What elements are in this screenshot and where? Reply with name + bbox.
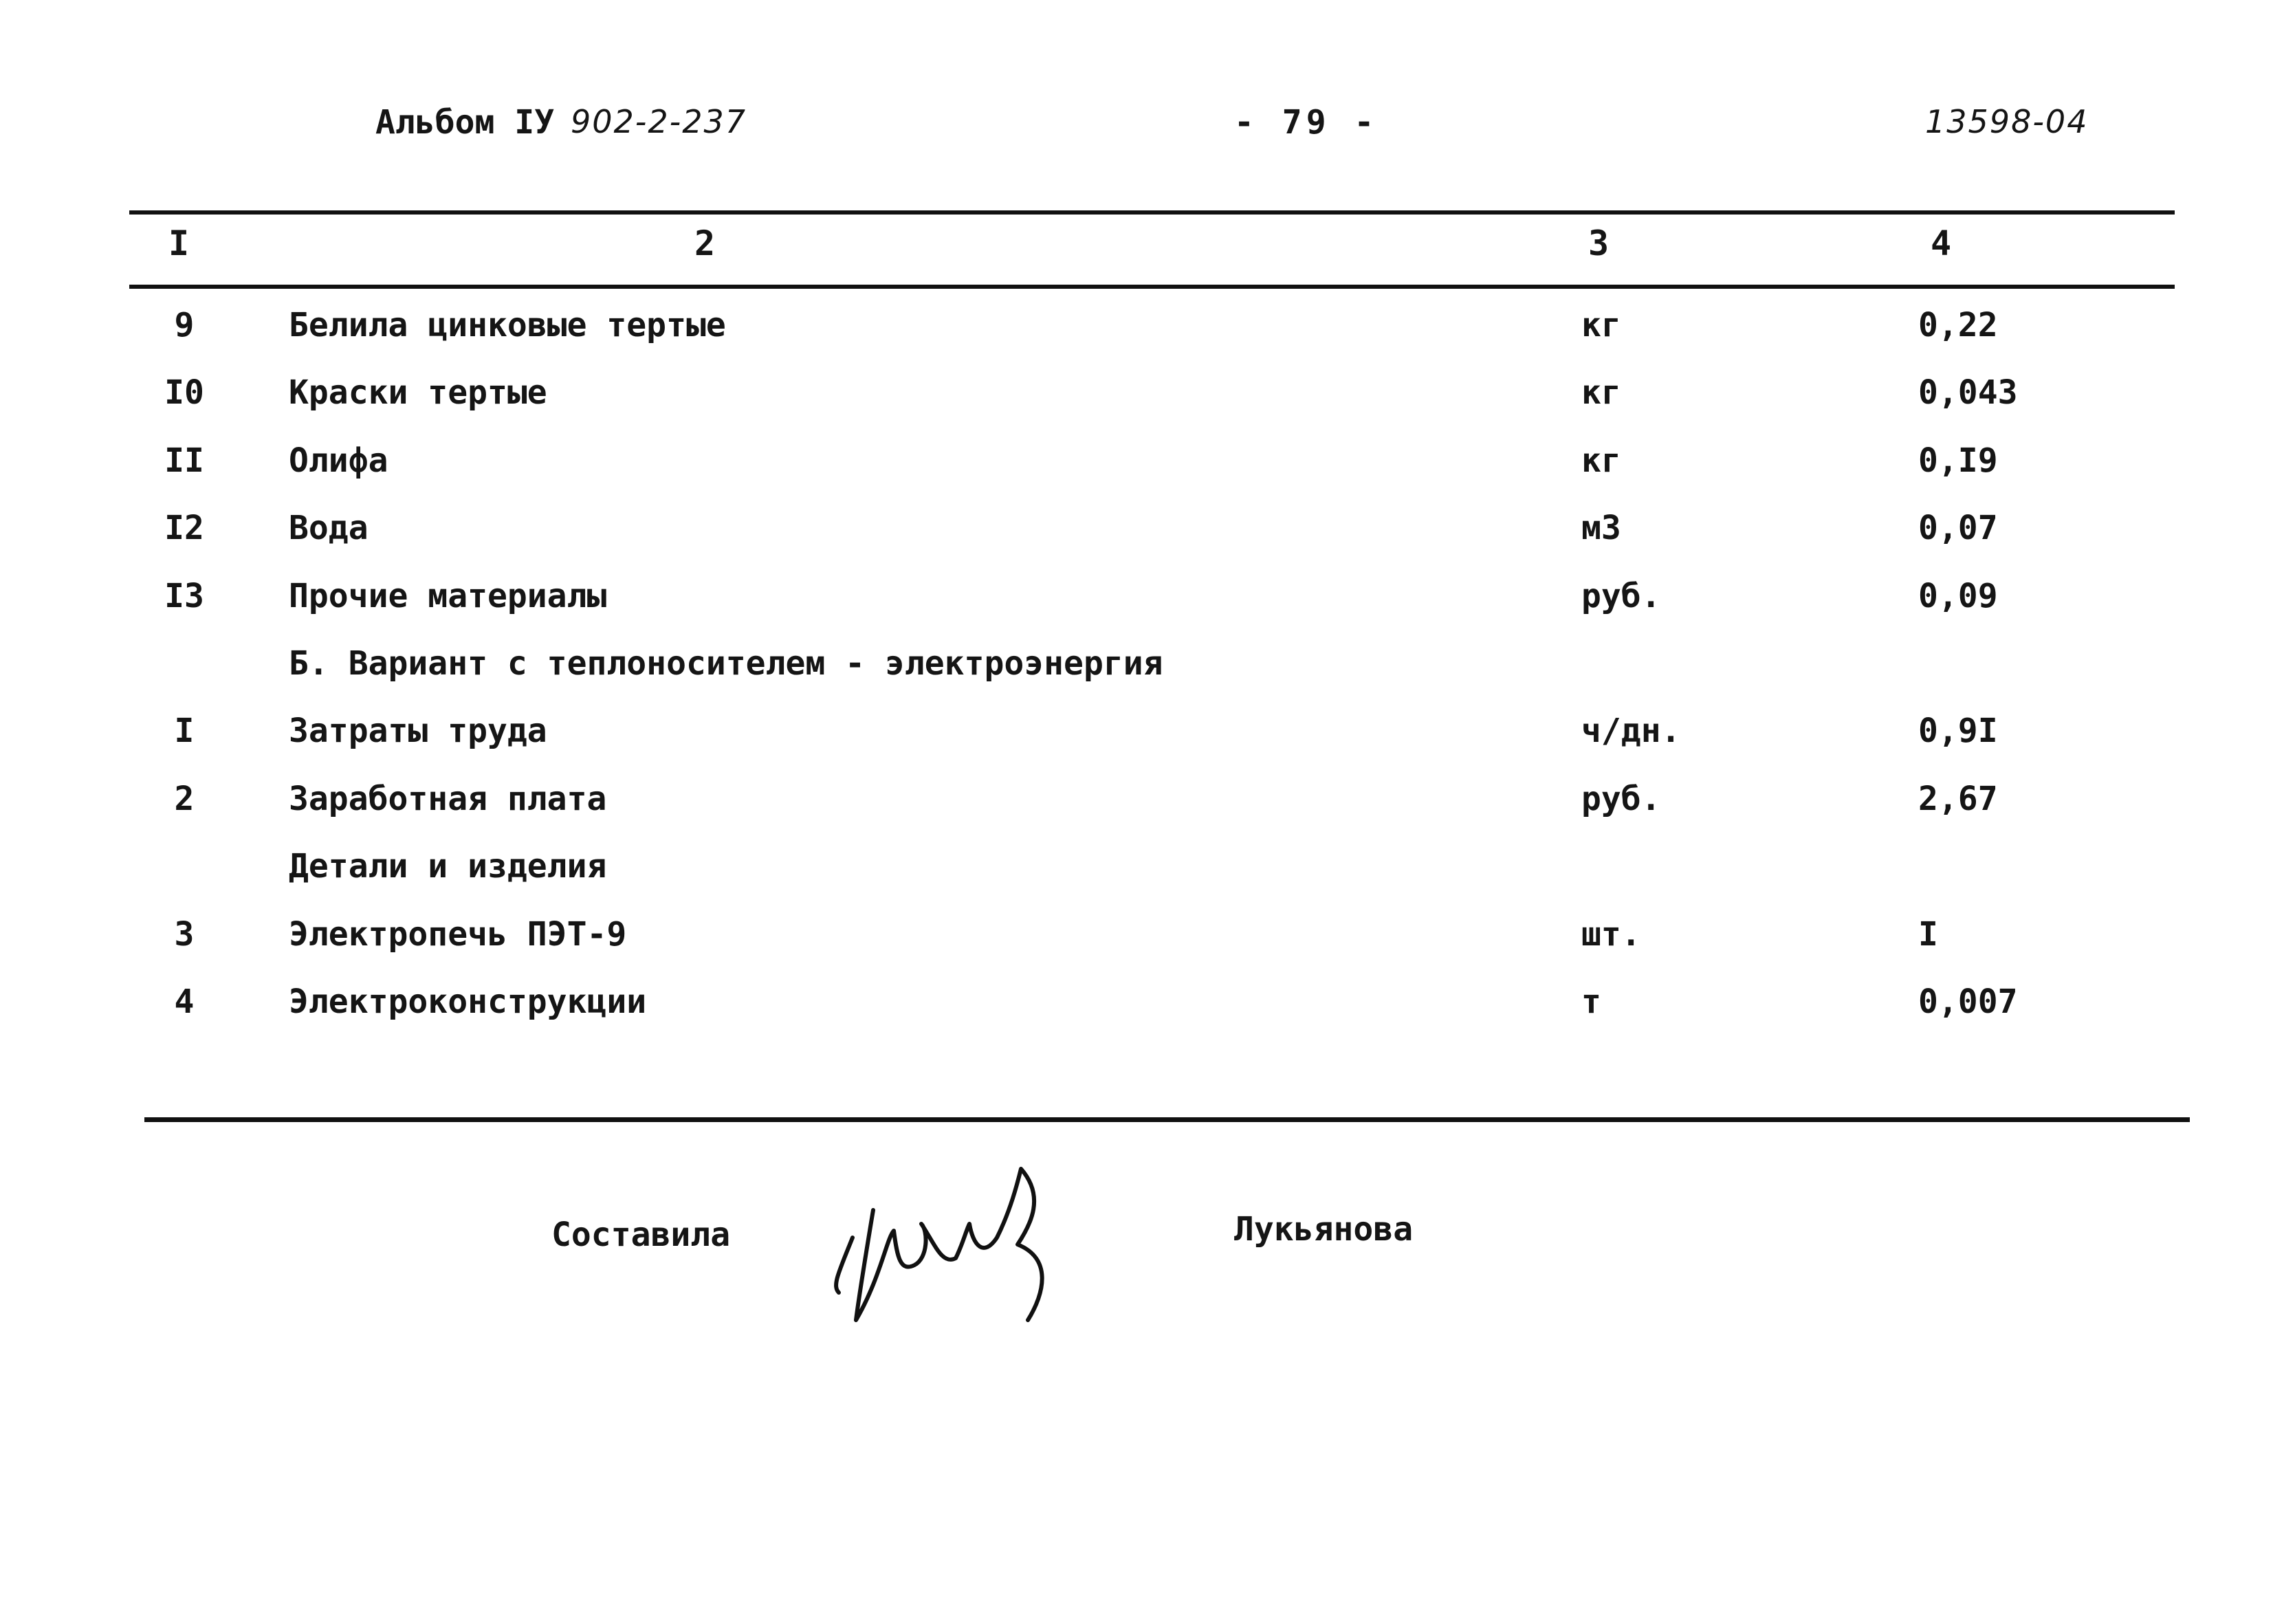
table-row <box>0 441 2273 509</box>
row-number: I0 <box>164 373 204 413</box>
column-header-4: 4 <box>1931 223 1952 263</box>
row-name: Электроконструкции <box>289 983 647 1021</box>
row-name: Заработная плата <box>289 779 607 818</box>
table-row <box>0 509 2273 576</box>
compiled-by-label: Составила <box>551 1216 731 1254</box>
row-quantity: 0,22 <box>1918 306 1998 344</box>
row-quantity: 0,07 <box>1918 509 1998 548</box>
row-quantity: 0,007 <box>1918 983 2018 1021</box>
row-unit: руб. <box>1581 576 1661 615</box>
column-header-3: 3 <box>1588 223 1610 263</box>
row-name: Белила цинковые тертые <box>289 306 726 344</box>
table-row <box>0 577 2273 644</box>
row-name: Б. Вариант с теплоносителем - электроэнергия <box>289 644 1163 683</box>
row-name: Краски тертые <box>289 373 547 413</box>
row-unit: м3 <box>1581 509 1621 548</box>
row-number: 4 <box>174 983 195 1021</box>
row-name: Прочие материалы <box>289 576 607 615</box>
row-quantity: I <box>1918 914 1938 954</box>
row-number: 9 <box>174 306 195 344</box>
table-bottom-rule <box>144 1117 2190 1122</box>
row-quantity: 0,9I <box>1918 712 1998 751</box>
row-quantity: 0,09 <box>1918 576 1998 615</box>
row-number: I <box>174 712 195 751</box>
row-number: I3 <box>164 576 204 615</box>
row-name: Олифа <box>289 441 388 480</box>
row-name: Вода <box>289 509 369 548</box>
handwritten-signature <box>825 1155 1059 1327</box>
row-number: I2 <box>164 509 204 548</box>
row-quantity: 2,67 <box>1918 779 1998 818</box>
table-top-rule <box>129 210 2175 215</box>
table-row <box>0 915 2273 983</box>
row-number: II <box>164 441 204 480</box>
compiler-name: Лукьянова <box>1234 1210 1414 1249</box>
row-name: Электропечь ПЭТ-9 <box>289 914 627 954</box>
album-label: Альбом IУ <box>375 103 555 142</box>
row-quantity: 0,043 <box>1918 373 2018 413</box>
column-header-2: 2 <box>694 223 716 263</box>
row-unit: т <box>1581 983 1601 1021</box>
row-name: Затраты труда <box>289 712 547 751</box>
row-unit: руб. <box>1581 779 1661 818</box>
table-row <box>0 780 2273 847</box>
album-number: 902-2-237 <box>571 103 747 140</box>
row-name: Детали и изделия <box>289 847 607 886</box>
table-row <box>0 373 2273 441</box>
table-row <box>0 644 2273 712</box>
table-row <box>0 983 2273 1050</box>
row-unit: кг <box>1581 441 1621 480</box>
document-code: 13598-04 <box>1925 103 2089 140</box>
row-unit: кг <box>1581 373 1621 413</box>
row-number: 3 <box>174 914 195 954</box>
table-row <box>0 306 2273 373</box>
column-header-1: I <box>168 223 190 263</box>
page-number: - 79 - <box>1234 103 1379 142</box>
row-unit: ч/дн. <box>1581 712 1681 751</box>
table-header-rule <box>129 285 2175 289</box>
row-quantity: 0,I9 <box>1918 441 1998 480</box>
table-row <box>0 712 2273 779</box>
row-unit: кг <box>1581 306 1621 344</box>
row-number: 2 <box>174 779 195 818</box>
row-unit: шт. <box>1581 914 1641 954</box>
table-row <box>0 847 2273 914</box>
